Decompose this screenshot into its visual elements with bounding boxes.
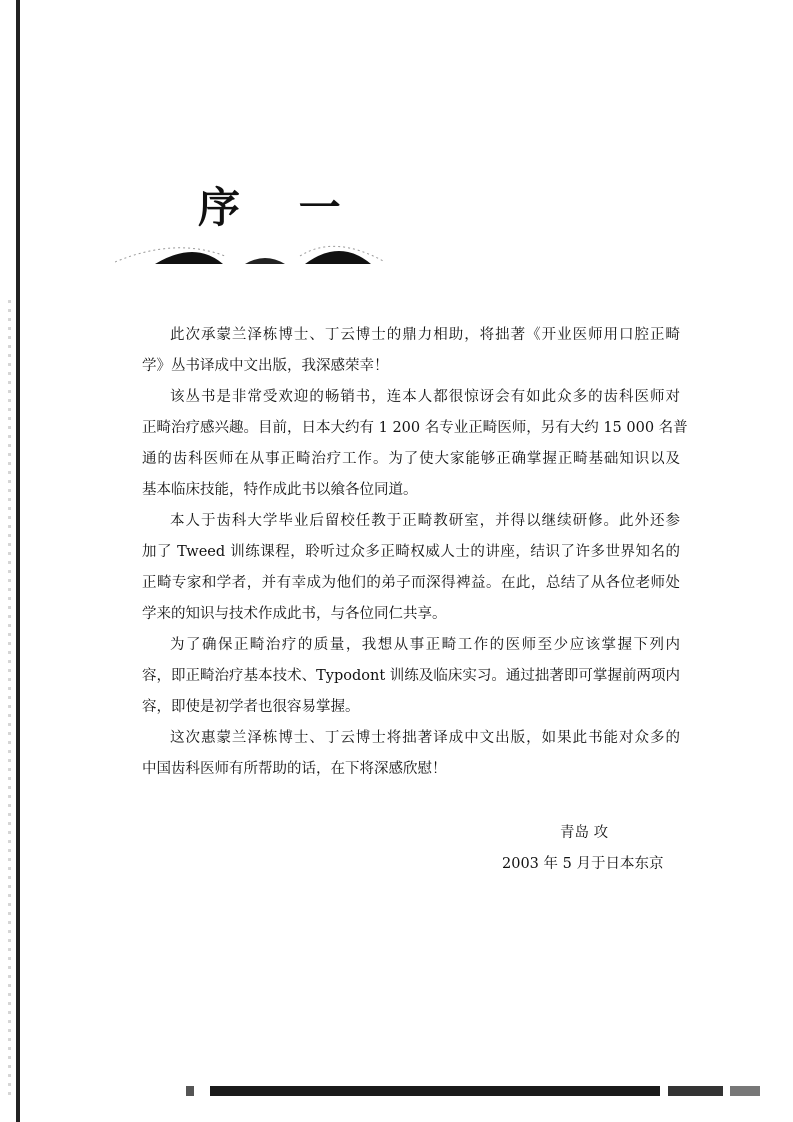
scan-artifact	[186, 1086, 194, 1096]
paragraph-line: 该丛书是非常受欢迎的畅销书，连本人都很惊讶会有如此众多的齿科医师对	[170, 389, 680, 405]
author-signature: 青岛 攻	[560, 825, 609, 841]
paragraph-line: 为了确保正畸治疗的质量，我想从事正畸工作的医师至少应该掌握下列内	[170, 637, 680, 653]
paragraph-line: 学来的知识与技术作成此书，与各位同仁共享。	[142, 606, 447, 622]
scan-artifact	[210, 1086, 660, 1096]
paragraph-line: 加了 Tweed 训练课程，聆听过众多正畸权威人士的讲座，结识了许多世界知名的	[142, 544, 680, 560]
paragraph-line: 中国齿科医师有所帮助的话，在下将深感欣慰！	[142, 761, 447, 777]
title-ornament	[115, 232, 385, 268]
paragraph-line: 容，即使是初学者也很容易掌握。	[142, 699, 360, 715]
scan-edge	[16, 0, 20, 1122]
paragraph-line: 容，即正畸治疗基本技术、Typodont 训练及临床实习。通过拙著即可掌握前两项内	[142, 668, 680, 684]
paragraph-line: 这次惠蒙兰泽栋博士、丁云博士将拙著译成中文出版，如果此书能对众多的	[170, 730, 680, 746]
paragraph-line: 正畸专家和学者，并有幸成为他们的弟子而深得裨益。在此，总结了从各位老师处	[142, 575, 680, 591]
paragraph-line: 通的齿科医师在从事正畸治疗工作。为了使大家能够正确掌握正畸基础知识以及	[142, 451, 680, 467]
paragraph-line: 此次承蒙兰泽栋博士、丁云博士的鼎力相助，将拙著《开业医师用口腔正畸	[170, 327, 680, 343]
paragraph-line: 本人于齿科大学毕业后留校任教于正畸教研室，并得以继续研修。此外还参	[170, 513, 680, 529]
scan-artifact	[668, 1086, 723, 1096]
date-place: 2003 年 5 月于日本东京	[502, 856, 664, 872]
scan-noise	[8, 300, 11, 1100]
paragraph-line: 正畸治疗感兴趣。目前，日本大约有 1 200 名专业正畸医师，另有大约 15 000 名普	[142, 420, 688, 436]
paragraph-line: 基本临床技能，特作成此书以飨各位同道。	[142, 482, 418, 498]
paragraph-line: 学》丛书译成中文出版，我深感荣幸！	[142, 358, 389, 374]
scan-artifact	[730, 1086, 760, 1096]
page-title: 序 一	[198, 183, 363, 232]
